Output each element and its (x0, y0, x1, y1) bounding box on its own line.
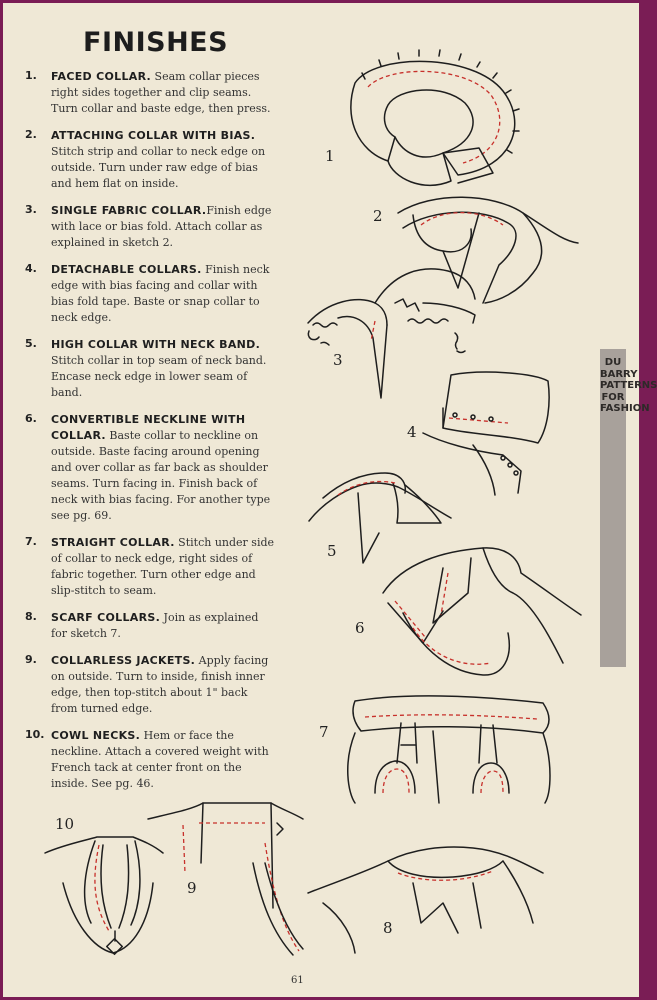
item-body: Finish neck edge with bias facing and collar with bias fold tape. Baste or snap collar to neck edge. (51, 263, 270, 324)
item-heading: ATTACHING COLLAR WITH BIAS. (51, 129, 256, 142)
item-heading: FACED COLLAR. (51, 70, 152, 83)
sketch-straight-collar (348, 696, 550, 803)
item-body: Finish edge with lace or bias fold. Attach collar as explained in sketch 2. (51, 204, 272, 249)
sketch-label-1: 1 (325, 147, 335, 165)
catalog-page (3, 3, 657, 997)
item-number: 2. (25, 128, 37, 141)
item-heading: SINGLE FABRIC COLLAR. (51, 204, 207, 217)
item-number: 3. (25, 203, 37, 216)
item-number: 6. (25, 412, 37, 425)
item-body: Hem or face the neckline. Attach a covered weight with French tack at center front on the inside. See pg. 46. (51, 729, 269, 790)
page-number: 61 (291, 975, 304, 986)
item-heading: STRAIGHT COLLAR. (51, 536, 175, 549)
item-heading: COWL NECKS. (51, 729, 141, 742)
item-heading: HIGH COLLAR WITH NECK BAND. (51, 338, 261, 351)
sketch-label-8: 8 (383, 919, 393, 937)
item-number: 10. (25, 728, 45, 741)
item-heading: COLLARLESS JACKETS. (51, 654, 196, 667)
item-body: Baste collar to neckline on outside. Baste facing around opening and over collar as far back as shoulder seams. Turn facing in. Finish back of neck with bias facing. For another type see pg. 69. (51, 429, 271, 522)
sketch-label-7: 7 (319, 723, 329, 741)
sketch-label-10: 10 (55, 815, 75, 833)
item-number: 1. (25, 69, 37, 82)
item-number: 5. (25, 337, 37, 350)
sketch-label-2: 2 (373, 207, 383, 225)
sketch-faced-collar (351, 50, 519, 185)
item-number: 9. (25, 653, 37, 666)
sketch-label-5: 5 (327, 542, 337, 560)
item-body: Stitch collar in top seam of neck band. Encase neck edge in lower seam of band. (51, 354, 267, 399)
page-title: FINISHES (83, 27, 229, 58)
item-number: 4. (25, 262, 37, 275)
item-number: 7. (25, 535, 37, 548)
item-heading: CONVERTIBLE NECKLINE WITH COLLAR. (51, 413, 246, 442)
sketch-label-4: 4 (407, 423, 417, 441)
side-tab (600, 349, 657, 667)
item-heading: DETACHABLE COLLARS. (51, 263, 202, 276)
sketch-collarless-jacket (148, 803, 303, 955)
item-body: Join as explained for sketch 7. (51, 611, 259, 640)
sketch-convertible-neckline (383, 548, 581, 675)
item-body: Stitch under side of collar to neck edge, right sides of fabric together. Turn other edge and slip-stitch to seam. (51, 536, 275, 597)
sketch-label-6: 6 (355, 619, 365, 637)
sketch-label-3: 3 (333, 351, 343, 369)
sketch-cowl-neck (45, 837, 163, 954)
item-heading: SCARF COLLARS. (51, 611, 161, 624)
side-tab-text: DU BARRY PATTERNS FOR FASHION (600, 357, 657, 415)
sketch-detachable-collar (423, 372, 549, 495)
item-number: 8. (25, 610, 37, 623)
item-body: Seam collar pieces right sides together and clip seams. Turn collar and baste edge, then press. (51, 70, 271, 115)
item-body: Stitch strip and collar to neck edge on outside. Turn under raw edge of bias and hem flat on inside. (51, 145, 266, 190)
sketch-collar-with-bias (398, 197, 578, 303)
sketch-scarf-collar (308, 847, 543, 953)
sketch-label-9: 9 (187, 879, 197, 897)
sewing-sketches (3, 3, 657, 997)
item-body: Apply facing on outside. Turn to inside, finish inner edge, then top-stitch about 1" back from turned edge. (51, 654, 269, 715)
